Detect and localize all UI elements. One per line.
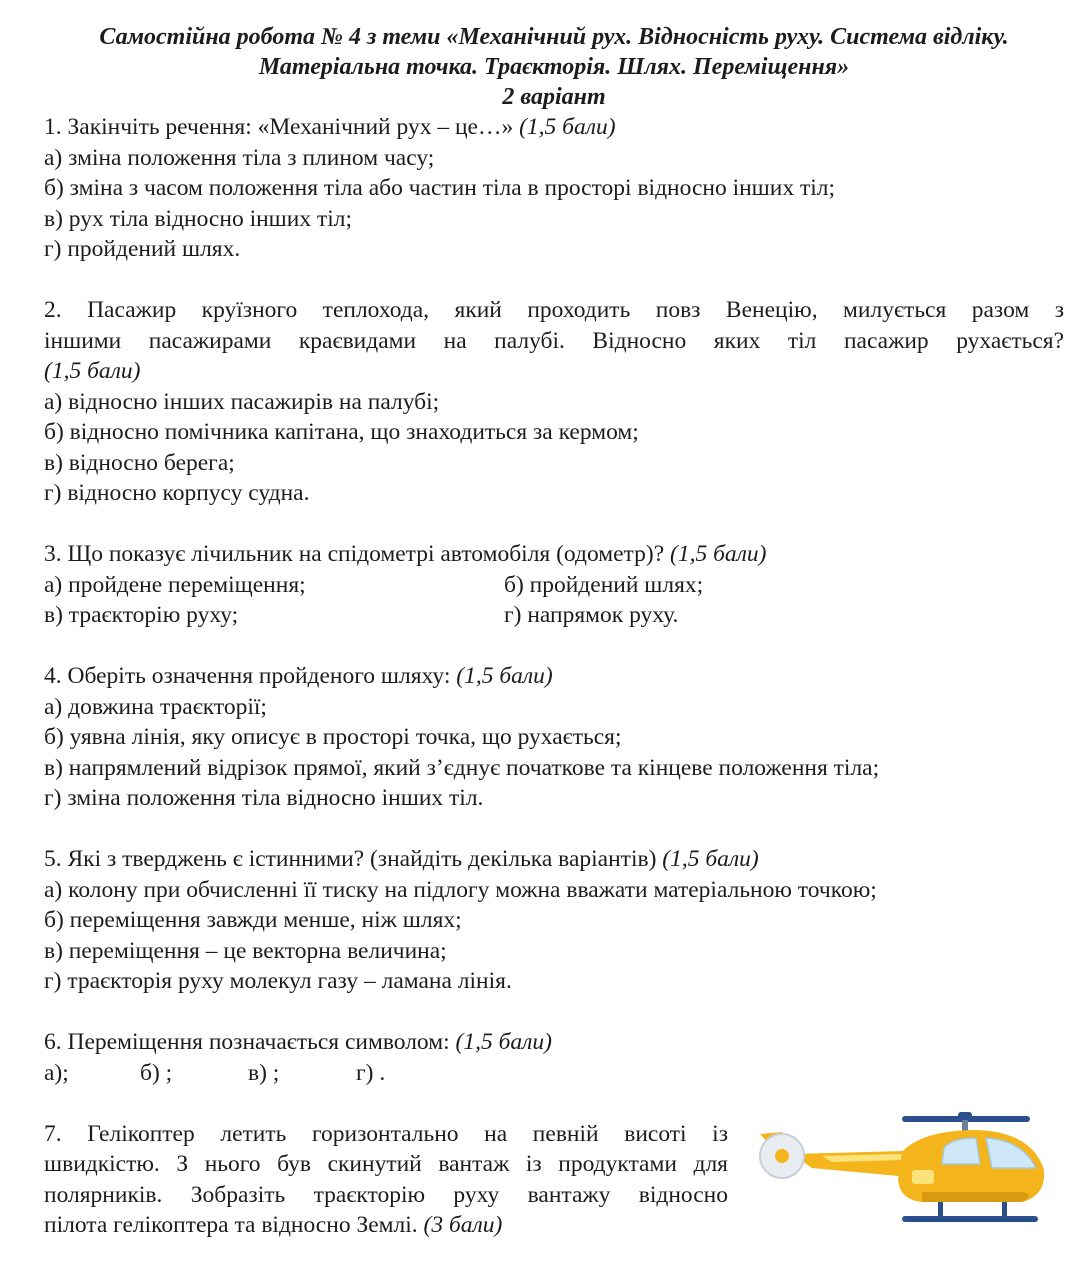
cabin-shadow — [922, 1192, 1029, 1202]
title-line-1: Самостійна робота № 4 з теми «Механічний рух. Відносність руху. Система відліку. — [99, 24, 1009, 50]
question-text: 5. Які з тверджень є істинними? (знайдіть декілька варіантів) — [44, 846, 663, 872]
question-text: 1. Закінчіть речення: «Механічний рух – це…» — [44, 114, 520, 140]
question-7 — [44, 1119, 728, 1241]
answer-option: в) переміщення – це векторна величина; — [44, 937, 447, 964]
question-3 — [44, 539, 1064, 631]
answer-option: в) рух тіла відносно інших тіл; — [44, 205, 353, 232]
answer-option: б) зміна з часом положення тіла або частин тіла в просторі відносно інших тіл; — [44, 175, 836, 201]
variant-label: 2 варіант — [502, 84, 606, 110]
answer-option: г) пройдений шлях. — [44, 236, 241, 262]
answer-option: г) напрямок руху. — [504, 602, 679, 628]
door-panel — [912, 1170, 934, 1184]
landing-skid — [902, 1216, 1038, 1222]
question-text: іншими пасажирами краєвидами на палубі. Відносно яких тіл пасажир рухається? — [44, 327, 1064, 354]
answer-option: б) ; — [140, 1059, 173, 1086]
answer-option: в) відносно берега; — [44, 449, 235, 476]
answer-option: г) зміна положення тіла відносно інших тіл. — [44, 785, 484, 811]
answer-option: б) уявна лінія, яку описує в просторі точка, що рухається; — [44, 724, 622, 750]
answer-option: г) . — [356, 1059, 386, 1086]
answer-option: а) довжина траєкторії; — [44, 693, 267, 720]
question-2 — [44, 295, 1064, 509]
page-title — [44, 22, 1064, 112]
question-text: швидкістю. З нього був скинутий вантаж із продуктами для — [44, 1151, 728, 1177]
question-text: 2. Пасажир круїзного теплохода, який проходить повз Венецію, милується разом з — [44, 297, 1064, 323]
question-text: 6. Переміщення позначається символом: — [44, 1029, 456, 1055]
answer-option: в) напрямлений відрізок прямої, який з’єднує початкове та кінцеве положення тіла; — [44, 754, 880, 781]
title-line-2: Матеріальна точка. Траєкторія. Шлях. Переміщення» — [258, 54, 850, 80]
question-text: пілота гелікоптера та відносно Землі. — [44, 1212, 424, 1238]
answer-option: а) відносно інших пасажирів на палубі; — [44, 388, 440, 415]
answer-option: б) відносно помічника капітана, що знаходиться за кермом; — [44, 419, 639, 445]
points-label: (1,5 бали) — [670, 541, 767, 567]
points-label: (1,5 бали) — [519, 114, 616, 140]
skid-strut — [1002, 1202, 1007, 1216]
points-label: (3 бали) — [423, 1212, 503, 1238]
answer-option: б) переміщення завжди менше, ніж шлях; — [44, 907, 462, 933]
question-1 — [44, 112, 1064, 265]
skid-strut — [938, 1202, 943, 1216]
answer-option: г) відносно корпусу судна. — [44, 480, 310, 506]
tail-rotor-hub — [775, 1149, 789, 1163]
question-4 — [44, 661, 1064, 814]
answer-option: б) пройдений шлях; — [504, 571, 704, 598]
worksheet — [44, 22, 1064, 1241]
helicopter-icon — [752, 1112, 1052, 1232]
rotor-hub — [958, 1112, 972, 1120]
answer-option: а) пройдене переміщення; — [44, 571, 306, 598]
question-text: 3. Що показує лічильник на спідометрі автомобіля (одометр)? — [44, 541, 670, 567]
question-text: 7. Гелікоптер летить горизонтально на певній висоті із — [44, 1120, 728, 1147]
answer-option: в) ; — [248, 1059, 280, 1086]
question-5 — [44, 844, 1064, 997]
question-text: 4. Оберіть означення пройденого шляху: — [44, 663, 457, 689]
answer-option: г) траєкторія руху молекул газу – ламана лінія. — [44, 968, 512, 994]
answer-option: а); — [44, 1059, 69, 1086]
answer-option: а) колону при обчисленні її тиску на підлогу можна вважати матеріальною точкою; — [44, 876, 877, 903]
answer-option: а) зміна положення тіла з плином часу; — [44, 144, 435, 171]
points-label: (1,5 бали) — [44, 358, 141, 384]
answer-option: в) траєкторію руху; — [44, 602, 239, 628]
points-label: (1,5 бали) — [455, 1029, 552, 1055]
points-label: (1,5 бали) — [662, 846, 759, 872]
question-6 — [44, 1027, 1064, 1088]
question-text: полярників. Зобразіть траєкторію руху вантажу відносно — [44, 1181, 728, 1208]
points-label: (1,5 бали) — [456, 663, 553, 689]
